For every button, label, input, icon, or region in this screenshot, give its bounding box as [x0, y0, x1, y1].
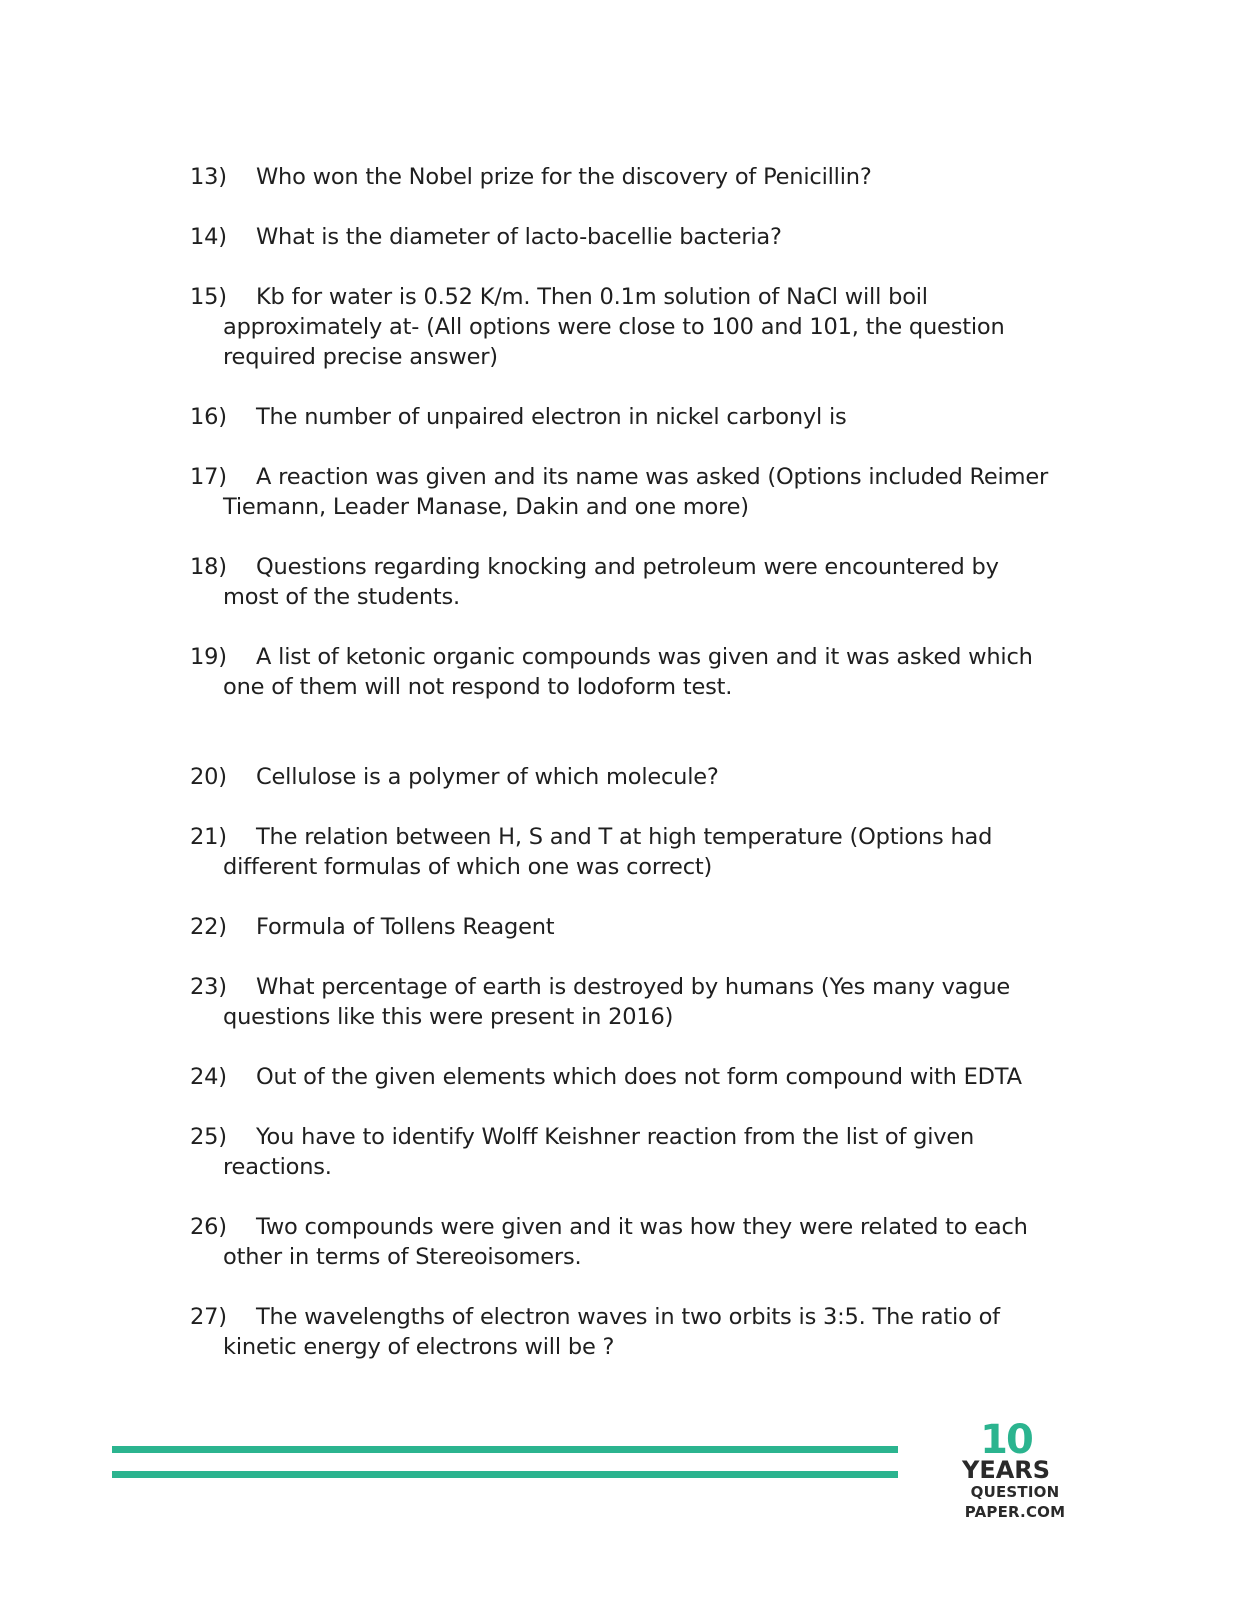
- question-text-continued: one of them will not respond to Iodoform test.: [223, 674, 733, 700]
- question-text-continued: different formulas of which one was correct): [223, 854, 713, 880]
- question-text-continued: questions like this were present in 2016): [223, 1004, 674, 1030]
- question-text: The relation between H, S and T at high temperature (Options had: [256, 824, 993, 850]
- footer-rule-bottom: [112, 1471, 898, 1478]
- question-number: 27): [190, 1304, 227, 1330]
- question-number: 25): [190, 1124, 227, 1150]
- question-number: 24): [190, 1064, 227, 1090]
- question-item: [190, 1302, 1050, 1362]
- question-line: [190, 462, 1050, 492]
- question-line: [190, 1302, 1050, 1332]
- question-text: Out of the given elements which does not form compound with EDTA: [256, 1064, 1022, 1090]
- question-text-continued: kinetic energy of electrons will be ?: [223, 1334, 615, 1360]
- question-text: Questions regarding knocking and petroleum were encountered by: [256, 554, 999, 580]
- question-text: Cellulose is a polymer of which molecule?: [256, 764, 719, 790]
- question-item: [190, 1062, 1050, 1092]
- question-item: [190, 762, 1050, 792]
- question-text-continued: most of the students.: [223, 584, 460, 610]
- question-item: [190, 972, 1050, 1032]
- question-item: [190, 282, 1050, 372]
- question-number: 23): [190, 974, 227, 1000]
- question-line: [190, 972, 1050, 1002]
- question-number: 14): [190, 224, 227, 250]
- question-item: [190, 642, 1050, 702]
- question-line: [190, 402, 1050, 432]
- question-text-continued: other in terms of Stereoisomers.: [223, 1244, 582, 1270]
- question-text: You have to identify Wolff Keishner reaction from the list of given: [256, 1124, 975, 1150]
- site-logo: [920, 1417, 1110, 1522]
- question-number: 22): [190, 914, 227, 940]
- question-line: [190, 552, 1050, 582]
- question-item: [190, 222, 1050, 252]
- question-number: 20): [190, 764, 227, 790]
- question-line: [190, 912, 1050, 942]
- question-text: The wavelengths of electron waves in two orbits is 3:5. The ratio of: [256, 1304, 1000, 1330]
- question-text-continued: approximately at- (All options were close to 100 and 101, the question: [223, 314, 1005, 340]
- question-line: [190, 162, 1050, 192]
- question-line: [190, 762, 1050, 792]
- question-text: A list of ketonic organic compounds was given and it was asked which: [256, 644, 1033, 670]
- question-text-continued: reactions.: [223, 1154, 332, 1180]
- question-item: [190, 1212, 1050, 1272]
- question-number: 16): [190, 404, 227, 430]
- question-line: [190, 282, 1050, 312]
- question-item: [190, 1122, 1050, 1182]
- question-line: [190, 222, 1050, 252]
- question-line: [190, 1062, 1050, 1092]
- question-text: The number of unpaired electron in nickel carbonyl is: [256, 404, 847, 430]
- question-number: 18): [190, 554, 227, 580]
- question-line: [190, 642, 1050, 672]
- question-text: What percentage of earth is destroyed by humans (Yes many vague: [256, 974, 1011, 1000]
- question-line: [190, 1122, 1050, 1152]
- question-text-continued: required precise answer): [223, 344, 498, 370]
- footer-rule-top: [112, 1446, 898, 1453]
- question-number: 13): [190, 164, 227, 190]
- question-text: Two compounds were given and it was how they were related to each: [256, 1214, 1028, 1240]
- question-number: 15): [190, 284, 227, 310]
- question-text: Formula of Tollens Reagent: [256, 914, 555, 940]
- question-number: 21): [190, 824, 227, 850]
- question-line: [190, 822, 1050, 852]
- question-text: A reaction was given and its name was asked (Options included Reimer: [256, 464, 1049, 490]
- question-number: 19): [190, 644, 227, 670]
- question-item: [190, 912, 1050, 942]
- logo-site: QUESTION PAPER.COM: [964, 1483, 1066, 1521]
- question-item: [190, 162, 1050, 192]
- question-number: 26): [190, 1214, 227, 1240]
- question-text: Who won the Nobel prize for the discovery of Penicillin?: [256, 164, 872, 190]
- question-text-continued: Tiemann, Leader Manase, Dakin and one more): [223, 494, 749, 520]
- logo-word: YEARS: [961, 1456, 1051, 1484]
- question-number: 17): [190, 464, 227, 490]
- question-item: [190, 552, 1050, 612]
- question-item: [190, 402, 1050, 432]
- question-item: [190, 822, 1050, 882]
- question-text: What is the diameter of lacto-bacellie bacteria?: [256, 224, 782, 250]
- question-line: [190, 1212, 1050, 1242]
- logo-number: 10: [980, 1417, 1032, 1463]
- question-item: [190, 462, 1050, 522]
- question-text: Kb for water is 0.52 K/m. Then 0.1m solution of NaCl will boil: [256, 284, 928, 310]
